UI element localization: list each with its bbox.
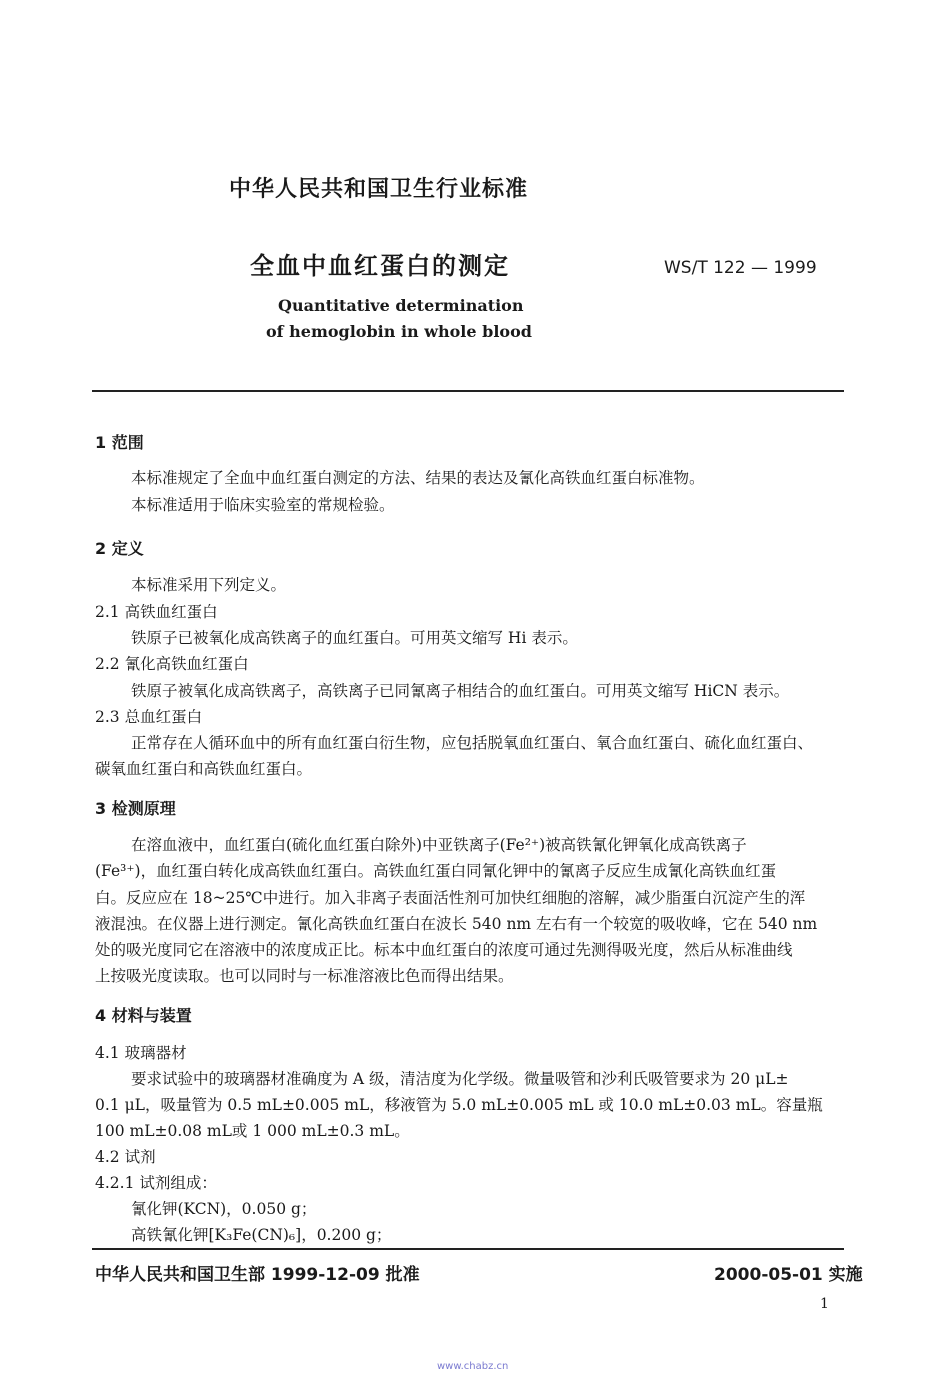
section-4-1-line-1: 要求试验中的玻璃器材准确度为 A 级，清洁度为化学级。微量吸管和沙利氏吸管要求为 20 μL±	[131, 1070, 789, 1088]
definition-2-3-text-line2: 碳氧血红蛋白和高铁血红蛋白。	[95, 760, 313, 778]
section-3-line-1: 在溶血液中，血红蛋白(硫化血红蛋白除外)中亚铁离子(Fe²⁺)被高铁氰化钾氧化成高铁离子	[131, 836, 747, 854]
reagent-kcn: 氰化钾(KCN)，0.050 g；	[131, 1200, 317, 1218]
section-3-line-4: 液混浊。在仪器上进行测定。氰化高铁血红蛋白在波长 540 nm 左右有一个较宽的吸收峰，它在 540 nm	[95, 915, 818, 933]
effective-date: 2000-05-01 实施	[714, 1265, 863, 1285]
header-divider	[92, 390, 844, 392]
approval-date: 中华人民共和国卫生部 1999-12-09 批准	[95, 1265, 420, 1285]
standard-category-title: 中华人民共和国卫生行业标准	[229, 177, 529, 202]
section-1-heading: 1 范围	[95, 433, 144, 452]
section-1-para-2: 本标准适用于临床实验室的常规检验。	[131, 496, 395, 514]
section-2-intro: 本标准采用下列定义。	[131, 576, 287, 594]
english-title-line1: Quantitative determination	[278, 296, 524, 315]
page-number: 1	[820, 1296, 829, 1312]
section-4-heading: 4 材料与装置	[95, 1006, 192, 1025]
standard-code: WS/T 122 — 1999	[664, 258, 817, 278]
footer-divider	[92, 1248, 844, 1250]
section-1-para-1: 本标准规定了全血中血红蛋白测定的方法、结果的表达及氰化高铁血红蛋白标准物。	[131, 469, 705, 487]
section-4-1-line-2: 0.1 μL，吸量管为 0.5 mL±0.005 mL，移液管为 5.0 mL±0.005 mL 或 10.0 mL±0.03 mL。容量瓶	[95, 1096, 823, 1114]
document-title: 全血中血红蛋白的测定	[250, 252, 510, 280]
section-3-line-6: 上按吸光度读取。也可以同时与一标准溶液比色而得出结果。	[95, 967, 514, 985]
section-3-line-2: (Fe³⁺)，血红蛋白转化成高铁血红蛋白。高铁血红蛋白同氰化钾中的氰离子反应生成氰化高铁血红蛋	[95, 862, 777, 880]
definition-2-3-heading: 2.3 总血红蛋白	[95, 708, 203, 726]
section-3-heading: 3 检测原理	[95, 799, 176, 818]
definition-2-2-text: 铁原子被氧化成高铁离子，高铁离子已同氰离子相结合的血红蛋白。可用英文缩写 HiCN 表示。	[131, 682, 790, 700]
english-title-line2: of hemoglobin in whole blood	[266, 322, 532, 341]
section-4-2-1-heading: 4.2.1 试剂组成：	[95, 1174, 217, 1192]
section-2-heading: 2 定义	[95, 539, 144, 558]
section-4-1-line-3: 100 mL±0.08 mL或 1 000 mL±0.3 mL。	[95, 1122, 410, 1140]
definition-2-1-text: 铁原子已被氧化成高铁离子的血红蛋白。可用英文缩写 Hi 表示。	[131, 629, 578, 647]
section-4-2-heading: 4.2 试剂	[95, 1148, 156, 1166]
section-3-line-5: 处的吸光度同它在溶液中的浓度成正比。标本中血红蛋白的浓度可通过先测得吸光度，然后从标准曲线	[95, 941, 793, 959]
definition-2-3-text-line1: 正常存在人循环血中的所有血红蛋白衍生物，应包括脱氧血红蛋白、氧合血红蛋白、硫化血红蛋白、	[131, 734, 814, 752]
watermark-url: www.chabz.cn	[437, 1361, 509, 1372]
reagent-potassium-ferricyanide: 高铁氰化钾[K₃Fe(CN)₆]，0.200 g；	[131, 1226, 392, 1244]
definition-2-2-heading: 2.2 氰化高铁血红蛋白	[95, 655, 249, 673]
definition-2-1-heading: 2.1 高铁血红蛋白	[95, 603, 218, 621]
section-4-1-heading: 4.1 玻璃器材	[95, 1044, 187, 1062]
section-3-line-3: 白。反应应在 18~25℃中进行。加入非离子表面活性剂可加快红细胞的溶解，减少脂蛋白沉淀产生的浑	[95, 889, 806, 907]
